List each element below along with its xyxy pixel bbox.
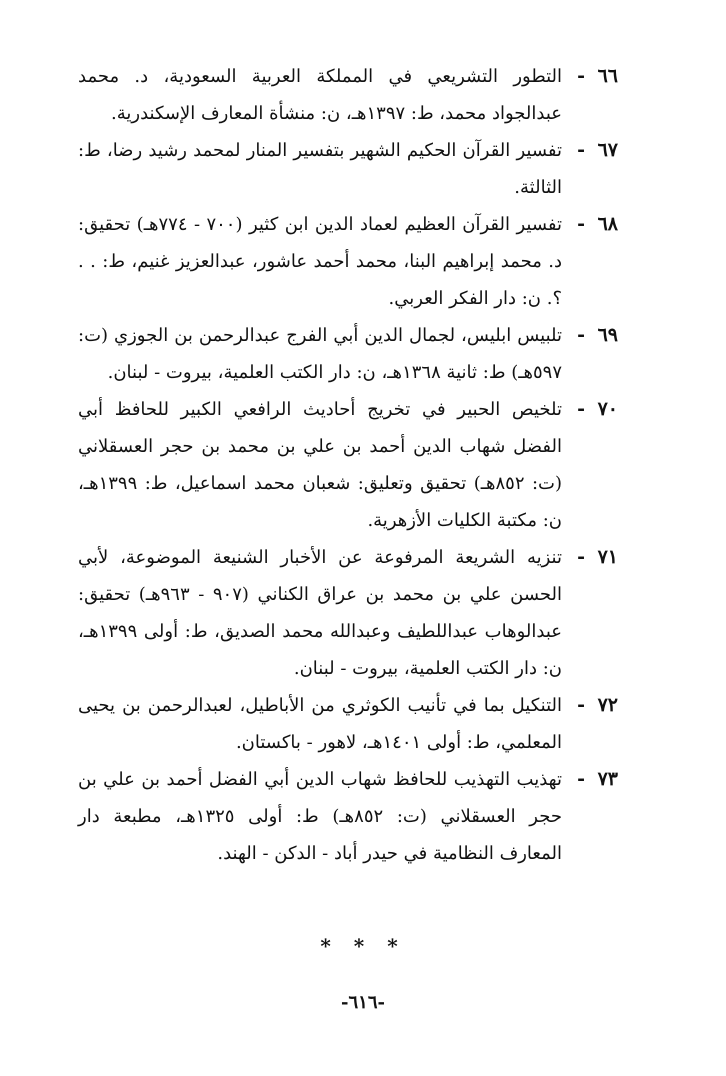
entry-number: ٦٩ - [577,324,618,346]
entry-number: ٧٢ - [577,694,618,716]
entry-text: تلخيص الحبير في تخريج أحاديث الرافعي الكبير للحافظ أبي الفضل شهاب الدين أحمد بن علي بن محمد بن حجر العسقلاني (ت: ٨٥٢هـ) تحقيق وتعليق: شعبان محمد اسماعيل، ط: ١٣٩٩هـ، ن: مكتبة الكليات الأزهرية. [78,399,562,531]
entry-text: تفسير القرآن الحكيم الشهير بتفسير المنار لمحمد رشيد رضا، ط: الثالثة. [78,140,562,198]
entry-number: ٧٠ - [577,398,618,420]
entry-text: التنكيل بما في تأنيب الكوثري من الأباطيل، لعبدالرحمن بن يحيى المعلمي، ط: أولى ١٤٠١هـ، لاهور - باكستان. [78,695,562,753]
entry-number: ٧٣ - [577,768,618,790]
bibliography-entry [78,58,618,132]
bibliography-entry [78,761,618,872]
bibliography-list [78,58,618,872]
entry-text: تنزيه الشريعة المرفوعة عن الأخبار الشنيعة الموضوعة، لأبي الحسن علي بن محمد بن عراق الكناني (٩٠٧ - ٩٦٣هـ) تحقيق: عبدالوهاب عبداللطيف وعبدالله محمد الصديق، ط: أولى ١٣٩٩هـ، ن: دار الكتب العلمية، بيروت - لبنان. [78,547,562,679]
entry-number: ٦٨ - [577,213,618,235]
bibliography-entry [78,539,618,687]
bibliography-entry [78,317,618,391]
bibliography-entry [78,206,618,317]
entry-number: ٦٦ - [577,65,618,87]
entry-text: تفسير القرآن العظيم لعماد الدين ابن كثير (٧٠٠ - ٧٧٤هـ) تحقيق: د. محمد إبراهيم البنا، محمد أحمد عاشور، عبدالعزيز غنيم، ط: . . ؟. ن: دار الفكر العربي. [78,214,562,309]
bibliography-entry [78,391,618,539]
entry-number: ٦٧ - [577,139,618,161]
bibliography-entry [78,687,618,761]
section-separator: * * * [320,934,406,958]
page-number: -٦١٦- [341,992,385,1013]
entry-text: تهذيب التهذيب للحافظ شهاب الدين أبي الفضل أحمد بن علي بن حجر العسقلاني (ت: ٨٥٢هـ) ط: أولى ١٣٢٥هـ، مطبعة دار المعارف النظامية في حيدر أباد - الدكن - الهند. [78,769,562,864]
bibliography-entry [78,132,618,206]
entry-text: التطور التشريعي في المملكة العربية السعودية، د. محمد عبدالجواد محمد، ط: ١٣٩٧هـ، ن: منشأة المعارف الإسكندرية. [78,66,562,124]
entry-text: تلبيس ابليس، لجمال الدين أبي الفرج عبدالرحمن بن الجوزي (ت: ٥٩٧هـ) ط: ثانية ١٣٦٨هـ، ن: دار الكتب العلمية، بيروت - لبنان. [78,325,562,383]
entry-number: ٧١ - [577,546,618,568]
